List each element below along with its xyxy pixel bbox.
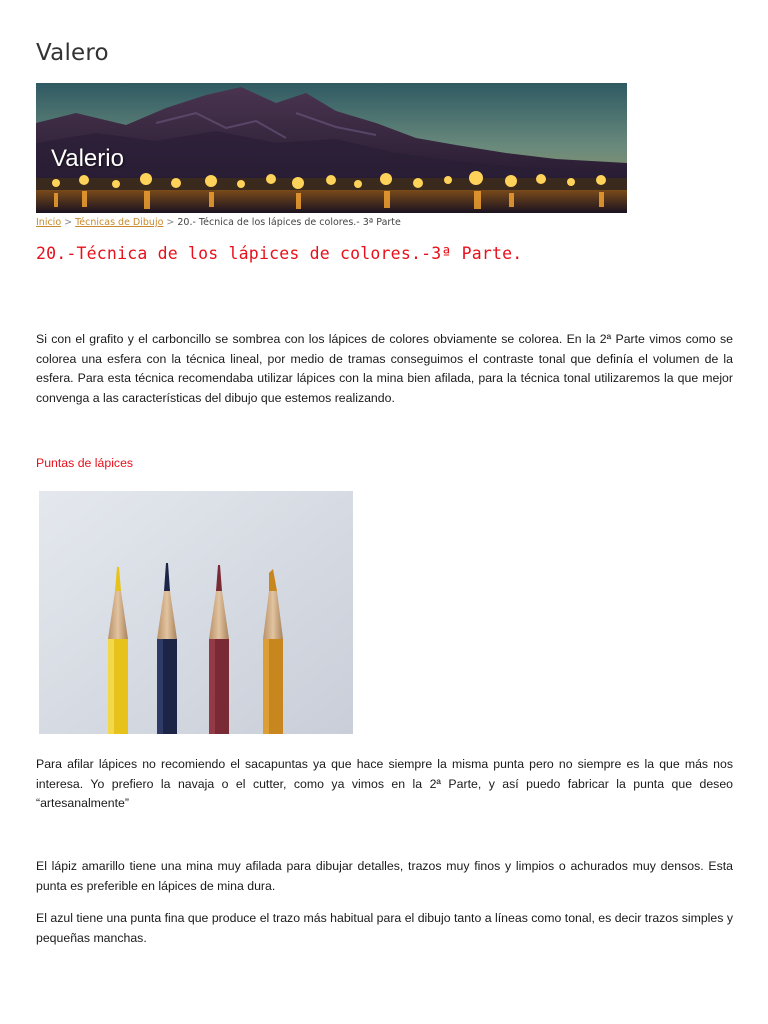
site-title[interactable]: Valero <box>36 40 109 66</box>
breadcrumb-current: 20.- Técnica de los lápices de colores.- 3ª Parte <box>177 217 401 228</box>
breadcrumb-category-link[interactable]: Técnicas de Dibujo <box>75 217 164 228</box>
article-title: 20.-Técnica de los lápices de colores.-3ª Parte. <box>36 244 523 263</box>
header-banner[interactable] <box>36 83 627 213</box>
breadcrumb-home-link[interactable]: Inicio <box>36 217 62 228</box>
pencil-tips-photo[interactable] <box>39 491 353 734</box>
breadcrumb <box>36 217 401 228</box>
sharpening-paragraph: Para afilar lápices no recomiendo el sacapuntas ya que hace siempre la misma punta pero no siempre es la que más nos interesa. Yo prefiero la navaja o el cutter, como ya vimos en la 2ª Parte, y así puedo fabricar la punta que deseo “artesanalmente” <box>36 757 733 810</box>
breadcrumb-separator: > <box>166 217 175 228</box>
banner-landscape-image <box>36 83 627 213</box>
intro-paragraph: Si con el grafito y el carboncillo se sombrea con los lápices de colores obviamente se colorea. En la 2ª Parte vimos como se colorea una esfera con la técnica lineal, por medio de tramas conseguimos el contraste tonal que definía el volumen de la esfera. Para esta técnica recomendaba utilizar lápices con la mina bien afilada, para la técnica tonal utilizaremos la que mejor convenga a las características del dibujo que estemos realizando. <box>36 332 733 405</box>
section-heading: Puntas de lápices <box>36 456 134 470</box>
blue-pencil-paragraph: El azul tiene una punta fina que produce el trazo más habitual para el dibujo tanto a líneas como tonal, es decir trazos simples y pequeñas manchas. <box>36 911 733 945</box>
banner-title: Valerio <box>51 145 124 172</box>
yellow-pencil-paragraph: El lápiz amarillo tiene una mina muy afilada para dibujar detalles, trazos muy finos y limpios o achurados muy densos. Esta punta es preferible en lápices de mina dura. <box>36 859 733 893</box>
pencils-image <box>39 491 353 734</box>
breadcrumb-separator: > <box>64 217 73 228</box>
